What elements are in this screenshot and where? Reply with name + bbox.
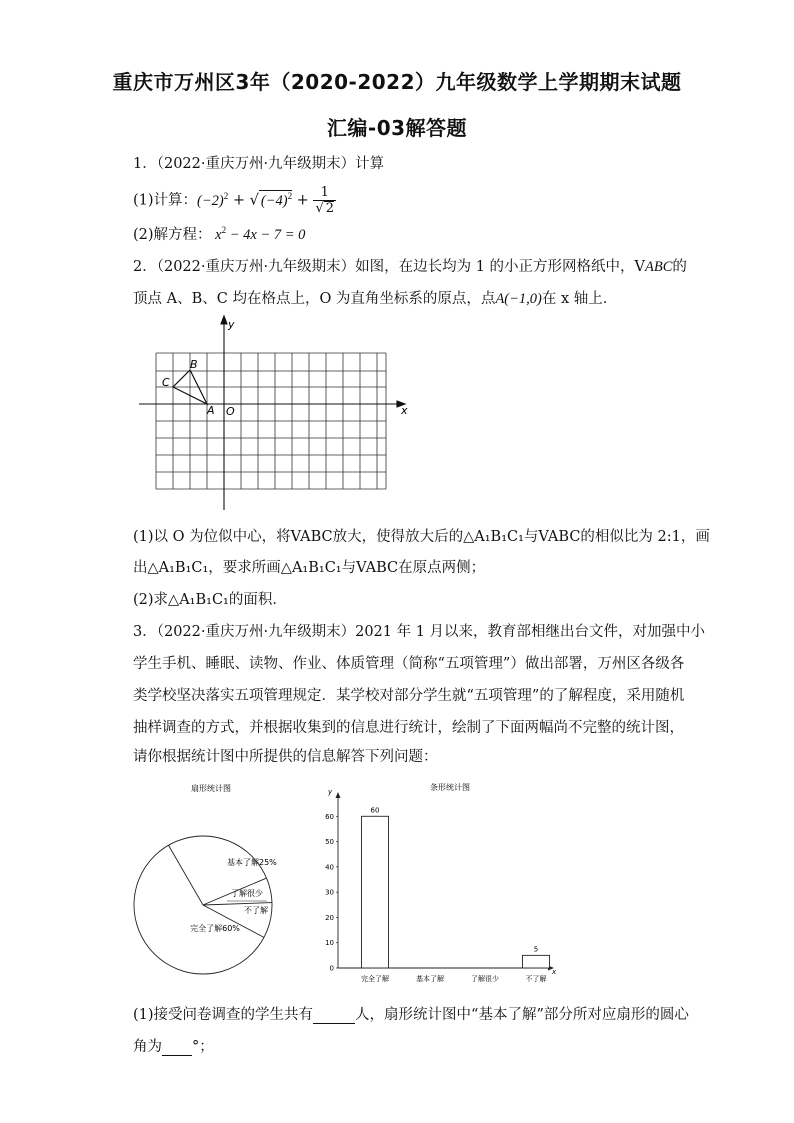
- bar-tick-label-60: 60: [325, 812, 334, 821]
- bar-tick-label-50: 50: [325, 838, 334, 847]
- q1-part2: [133, 223, 305, 244]
- q1-radicand: $(-4)^2$: [260, 190, 293, 209]
- document-title-line1: 重庆市万州区3年（2020-2022）九年级数学上学期期末试题: [112, 70, 682, 94]
- y-axis-arrow-icon: [221, 316, 227, 324]
- bar-tick-label-40: 40: [325, 863, 334, 872]
- q3-part1-line1: (1)接受问卷调查的学生共有 人，扇形统计图中“基本了解”部分所对应扇形的圆心: [133, 1007, 689, 1023]
- y-axis-label: y: [228, 318, 235, 331]
- bar-x-axis-label: x: [552, 968, 557, 976]
- pie-chart-title: 扇形统计图: [191, 784, 231, 793]
- pie-label-little: 了解很少: [231, 889, 263, 898]
- q2-stem-line1: 2．（2022·重庆万州·九年级期末）如图，在边长均为 1 的小正方形网格纸中，VABC的: [133, 259, 687, 275]
- pie-boundary-2: [203, 903, 272, 905]
- bar-y-ticks: [325, 813, 338, 973]
- pie-slices: [134, 836, 272, 974]
- q3-stem-line3: 类学校坚决落实五项管理规定．某学校对部分学生就“五项管理”的了解程度，采用随机: [133, 688, 685, 704]
- q2-part1-line1: (1)以 O 为位似中心，将VABC放大，使得放大后的△A₁B₁C₁与VABC的相似比为 2:1，画: [133, 529, 710, 545]
- q1-plus-1: +: [228, 192, 250, 209]
- answer-blank-total[interactable]: [313, 1007, 355, 1024]
- bar-category-3: 了解很少: [471, 975, 499, 983]
- pie-label-full: 完全了解60%: [190, 924, 240, 933]
- q2-stem-line2: 顶点 A、B、C 均在格点上，O 为直角坐标系的原点，点A(−1,0)在 x 轴上．: [133, 291, 618, 307]
- coordinate-grid-figure: [135, 310, 415, 515]
- bar-y-arrow-icon: [336, 792, 341, 798]
- q1-part1-term-a: $(-2)^2$: [197, 190, 229, 209]
- q3-stem-line1: 3．（2022·重庆万州·九年级期末）2021 年 1 月以来，教育部相继出台文件，对加强中小: [133, 624, 706, 640]
- bar-tick-label-20: 20: [325, 913, 334, 922]
- q3-stem-line2: 学生手机、睡眠、读物、作业、体质管理（简称“五项管理”）做出部署，万州区各级各: [133, 656, 685, 672]
- q3-part1-line2: 角为 °；: [133, 1039, 214, 1055]
- document-title-line2: 汇编-03解答题: [326, 116, 468, 140]
- axes: [139, 316, 405, 510]
- point-a-label: A: [207, 404, 215, 417]
- bar-tick-label-10: 10: [325, 939, 334, 948]
- origin-o-label: O: [226, 405, 235, 418]
- pie-boundary-4: [169, 845, 204, 905]
- bar-category-4: 不了解: [525, 975, 547, 983]
- bar-marks: [362, 806, 550, 968]
- bar-data-label-4: 5: [533, 945, 539, 954]
- bar-category-2: 基本了解: [416, 975, 444, 983]
- q1-part1-label: (1)计算：: [133, 192, 198, 209]
- q1-part2-label: (2)解方程：: [133, 227, 212, 243]
- point-c-label: C: [162, 376, 170, 389]
- q1-plus-2: +: [292, 192, 314, 209]
- bar-chart-title: 条形统计图: [430, 783, 470, 792]
- answer-blank-angle[interactable]: [162, 1039, 192, 1056]
- bar-data-label-1: 60: [370, 806, 380, 815]
- q3-stem-line5: 请你根据统计图中所提供的信息解答下列问题：: [133, 749, 438, 765]
- q2-part1-line2: 出△A₁B₁C₁，要求所画△A₁B₁C₁与VABC在原点两侧；: [133, 560, 486, 576]
- bar-y-axis-label: y: [328, 788, 333, 796]
- q2-part2: (2)求△A₁B₁C₁的面积．: [133, 592, 287, 608]
- q1-fraction: $\frac{1}{√ 2}$: [315, 185, 335, 216]
- q1-stem: 1．（2022·重庆万州·九年级期末）计算: [133, 156, 385, 172]
- bar-tick-label-0: 0: [329, 964, 334, 973]
- point-b-label: B: [190, 358, 198, 371]
- bar-4: [523, 955, 550, 968]
- grid-lines: [156, 353, 386, 489]
- bar-chart: [312, 778, 568, 983]
- bar-category-1: 完全了解: [361, 975, 389, 983]
- bar-1: [362, 816, 389, 968]
- pie-label-none: 不了解: [244, 906, 268, 915]
- pie-chart: [133, 775, 293, 990]
- pie-label-basic: 基本了解25%: [227, 858, 277, 867]
- bar-category-labels: [361, 974, 547, 983]
- x-axis-label: x: [401, 404, 408, 417]
- q3-stem-line4: 抽样调查的方式，并根据收集到的信息进行统计，绘制了下面两幅尚不完整的统计图，: [133, 720, 684, 736]
- q1-part1: [133, 186, 336, 215]
- q1-equation: $x^2 - 4x - 7 = 0$: [215, 225, 306, 243]
- bar-tick-label-30: 30: [325, 888, 334, 897]
- sqrt-sign-icon: √: [249, 192, 259, 209]
